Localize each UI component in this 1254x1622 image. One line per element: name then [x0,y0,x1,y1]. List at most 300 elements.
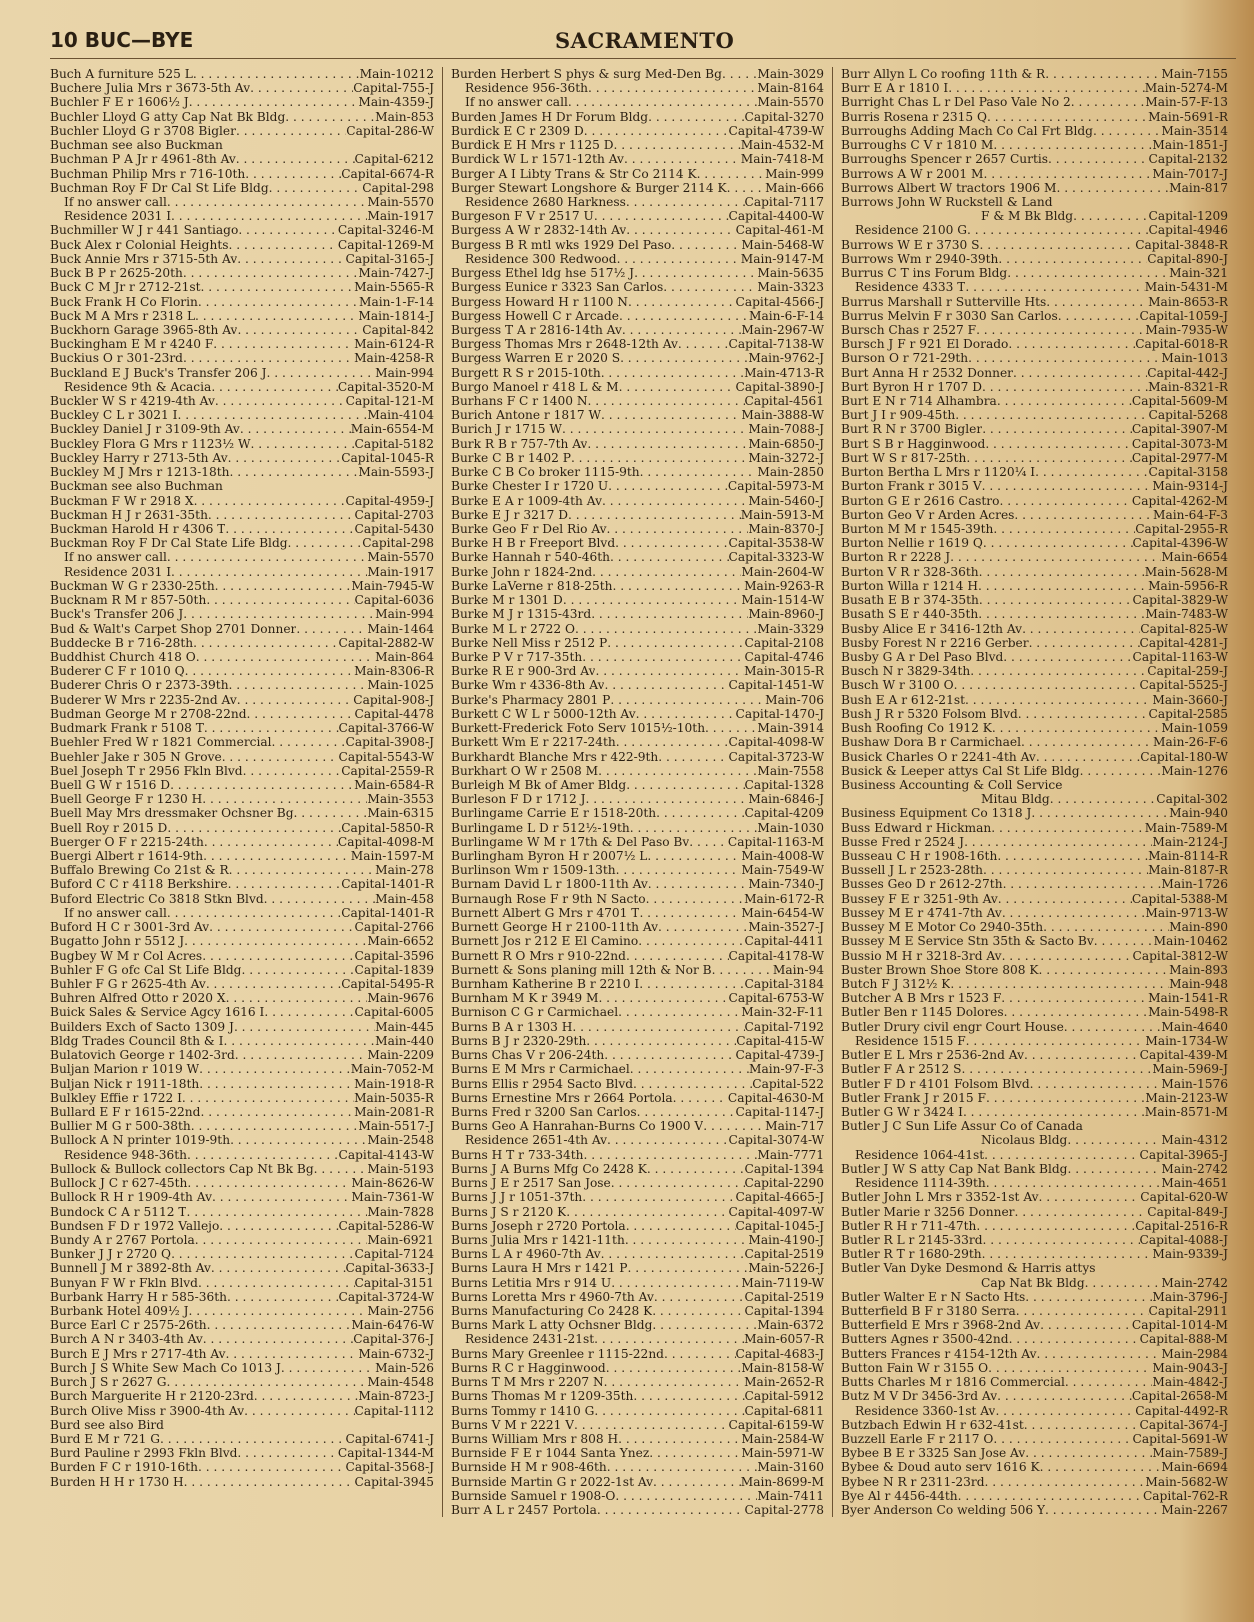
directory-listing [451,1389,824,1403]
phone-number: Capital-755-J [353,81,434,96]
directory-listing [50,394,434,408]
leader-dots [199,1062,351,1076]
directory-listing [451,1503,824,1517]
listing-name: Burch Marguerite H r 2120-23rd [50,1389,254,1404]
leader-dots [204,721,339,735]
directory-listing [50,138,434,152]
directory-listing [451,1048,824,1062]
listing-name: Buford H C r 3001-3rd Av [50,920,210,935]
leader-dots [1007,266,1169,280]
listing-name: Bulatovich George r 1402-3rd [50,1048,235,1063]
leader-dots [976,1219,1135,1233]
listing-name: Buckley Flora G Mrs r 1123½ W [50,436,251,451]
phone-number: Capital-7138-W [728,337,824,352]
listing-name: Burgess Ethel ldg hse 517½ J [451,266,635,281]
listing-name: Burns J E r 2517 San Jose [451,1176,611,1191]
phone-number: Capital-1401-R [341,905,434,920]
listing-name: Burch J S White Sew Mach Co 1013 J [50,1360,281,1375]
directory-listing [841,394,1228,408]
listing-name: Burce Earl C r 2575-26th [50,1318,207,1333]
listing-name: Bursch J F r 921 El Dorado [841,337,1009,352]
phone-number: Main-526 [375,1360,434,1375]
phone-number: Capital-2911 [1148,1304,1228,1319]
directory-listing [50,167,434,181]
directory-listing [451,991,824,1005]
listing-name: Burdick W L r 1571-12th Av [451,152,624,167]
phone-number: Capital-3151 [354,1275,434,1290]
phone-number: Capital-3965-J [1139,1147,1228,1162]
phone-number: Capital-4088-J [1139,1232,1228,1247]
listing-name: Bunker J J r 2720 Q [50,1247,172,1262]
phone-number: Main-817 [1169,180,1228,195]
listing-name: Burns Manufacturing Co 2428 K [451,1304,653,1319]
leader-dots [604,1375,744,1389]
listing-name: Burbank Harry H r 585-36th [50,1289,227,1304]
page-number-range: 10 BUC—BYE [50,28,194,52]
listing-name: Burke E A r 1009-4th Av [451,493,602,508]
phone-number: Main-6584-R [354,777,434,792]
directory-listing [50,1475,434,1489]
leader-dots [211,1261,346,1275]
leader-dots [568,95,757,109]
directory-listing [50,152,434,166]
phone-number: Main-1059 [1161,721,1228,736]
leader-dots [237,693,354,707]
directory-listing [841,422,1228,436]
listing-name: Burt W S r 817-25th [841,450,967,465]
listing-name: Buderer C F r 1010 Q [50,664,185,679]
leader-dots [1039,1190,1141,1204]
phone-number: Main-5913-M [740,507,824,522]
listing-name: Bunnell J M r 3892-8th Av [50,1261,211,1276]
directory-listing [451,1418,824,1432]
directory-listing [451,81,824,95]
phone-number: Capital-6741-J [345,1432,434,1446]
phone-number: Main-6654 [1161,550,1228,565]
listing-name: Burke M J r 1315-43rd [451,607,592,622]
listing-name: Residence 2031 I [64,564,172,579]
phone-number: Capital-298 [362,180,434,195]
phone-number: Main-7088-J [748,422,824,437]
listing-name: Butler F A r 2512 S [841,1062,962,1077]
listing-name: Bullock A N printer 1019-9th [50,1133,231,1148]
directory-listing [50,1176,434,1190]
listing-name: Burke John r 1824-2nd [451,564,593,579]
directory-listing [451,906,824,920]
directory-listing [451,792,824,806]
listing-name: Burnett Jos r 212 E El Camino [451,934,639,949]
leader-dots [984,1148,1139,1162]
directory-listing [841,1304,1228,1318]
directory-listing [841,95,1228,109]
phone-number: Capital-4097-W [728,1204,824,1219]
leader-dots [215,394,346,408]
leader-dots [991,821,1145,835]
leader-dots [979,593,1133,607]
phone-number: Main-1464 [367,621,434,636]
phone-number: Main-666 [765,180,824,195]
directory-listing [451,750,824,764]
listing-name: Business Equipment Co 1318 J [841,806,1032,821]
listing-name: Buchman see also Buckman [50,138,223,153]
leader-dots [285,110,375,124]
column-1 [50,67,442,1517]
phone-number: Main-6057-R [744,1332,824,1347]
listing-name: Burch Olive Miss r 3900-4th Av [50,1403,245,1418]
leader-dots [626,949,729,963]
directory-listing [50,422,434,436]
leader-dots [586,792,749,806]
phone-number: Main-6315 [367,806,434,821]
phone-number: Main-5570 [367,550,434,565]
directory-listing [50,1432,434,1446]
phone-number: Main-5226-J [748,1261,824,1276]
directory-listing [451,934,824,948]
directory-listing [50,351,434,365]
directory-listing [841,806,1228,820]
listing-name: Burnett R O Mrs r 910-22nd [451,948,626,963]
listing-name: Butch F J 312½ K [841,977,951,991]
directory-listing [50,806,434,820]
directory-listing [841,607,1228,621]
leader-dots [587,437,748,451]
phone-number: Main-3029 [757,67,824,81]
directory-listing [451,1133,824,1147]
listing-name: Burns Ernestine Mrs r 2664 Portola [451,1090,673,1105]
phone-number: Main-5570 [757,95,824,110]
directory-listing [451,266,824,280]
listing-name: Burbank Hotel 409½ J [50,1304,189,1319]
phone-number: Main-57-F-13 [1145,95,1228,110]
leader-dots [230,1133,367,1147]
listing-name: Buljan Nick r 1911-18th [50,1076,200,1091]
directory-listing [451,508,824,522]
directory-listing [451,1190,824,1204]
phone-number: Main-5971-W [741,1446,824,1461]
directory-listing [451,451,824,465]
leader-dots [601,1247,745,1261]
leader-dots [189,95,359,109]
directory-listing [841,565,1228,579]
listing-name: Burright Chas L r Del Paso Vale No 2 [841,95,1071,110]
phone-number: Main-7935-W [1145,322,1228,337]
phone-number: Capital-888-M [1139,1332,1228,1347]
leader-dots [606,1361,742,1375]
directory-listing [841,280,1228,294]
phone-number: Capital-5430 [354,522,434,536]
leader-dots [241,963,354,977]
leader-dots [619,380,736,394]
leader-dots [1029,636,1140,650]
listing-name: Residence 948-36th [64,1147,187,1162]
leader-dots [986,1091,1145,1105]
phone-number: Main-7483-W [1145,607,1228,622]
leader-dots [970,664,1147,678]
listing-name: Burgess B R mtl wks 1929 Del Paso [451,237,672,252]
phone-number: Capital-6811 [744,1403,824,1418]
leader-dots [997,849,1148,863]
listing-name: Burke R E r 900-3rd Av [451,664,596,679]
leader-dots [1024,1418,1140,1432]
leader-dots [727,181,766,195]
leader-dots [712,963,773,977]
listing-name: Buffalo Brewing Co 21st & R [50,863,229,878]
phone-number: Capital-4683-J [735,1346,824,1361]
phone-number: Capital-1394 [744,1304,824,1319]
phone-number: Capital-4143-W [338,1147,434,1162]
leader-dots [646,892,744,906]
leader-dots [212,1190,351,1204]
directory-listing [451,877,824,891]
phone-number: Capital-4400-W [728,209,824,224]
listing-name: Burroughs C V r 1810 M [841,138,994,153]
directory-listing [451,1233,824,1247]
directory-listing [841,778,1228,792]
leader-dots [595,664,744,678]
directory-listing [841,238,1228,252]
phone-number: Capital-259-J [1147,664,1228,679]
listing-name: Buchman P A Jr r 4961-8th Av [50,152,236,167]
directory-listing [841,934,1228,948]
phone-number: Main-2267 [1161,1503,1228,1518]
directory-listing [841,1148,1228,1162]
phone-number: Main-5593-J [358,465,434,480]
phone-number: Main-7418-M [740,152,824,167]
directory-listing [50,223,434,237]
phone-number: Main-4190-J [748,1232,824,1247]
directory-listing [451,550,824,564]
phone-number: Main-7945-W [351,578,434,593]
listing-name: Bunyan F W r Fkln Blvd [50,1275,198,1290]
listing-name: Burd see also Bird [50,1417,164,1432]
listing-name: Bullock & Bullock collectors Cap Nt Bk Bg [50,1161,314,1176]
leader-dots [967,223,1149,237]
listing-name: Residence 1515 F [855,1033,966,1048]
directory-listing [451,1475,824,1489]
directory-listing [50,252,434,266]
directory-listing [841,863,1228,877]
listing-name: Burch J S r 2627 G [50,1375,167,1390]
directory-listing [841,664,1228,678]
leader-dots [626,223,735,237]
leader-dots [997,1389,1132,1403]
listing-name: Buderer Chris O r 2373-39th [50,678,229,693]
leader-dots [1040,1318,1132,1332]
listing-name: Burt J I r 909-45th [841,408,956,423]
directory-listing [50,337,434,351]
phone-number: Main-278 [375,863,434,878]
listing-name: Burrus Melvin F r 3030 San Carlos [841,308,1058,323]
phone-number: Capital-4665-J [735,1190,824,1205]
listing-name: Buckius O r 301-23rd [50,351,183,366]
listing-name: Burt Byron H r 1707 D [841,379,982,394]
directory-listing [50,479,434,493]
phone-number: Main-97-F-3 [748,1062,824,1077]
phone-number: Capital-6674-R [341,166,434,181]
leader-dots [167,195,367,209]
listing-name: Burns B J r 2320-29th [451,1033,587,1048]
listing-name: Burgeson F V r 2517 U [451,209,594,224]
listing-name: Bugatto John r 5512 J [50,934,185,949]
listing-name: Buckman H J r 2631-35th [50,507,208,522]
leader-dots [1064,1020,1162,1034]
listing-name: Bussey M E Motor Co 2940-35th [841,920,1044,935]
listing-name: Busby Alice E r 3416-12th Av [841,621,1023,636]
directory-listing [50,124,434,138]
phone-number: Main-4359-J [358,95,434,110]
leader-dots [222,750,339,764]
directory-listing [841,181,1228,195]
leader-dots [634,266,757,280]
phone-number: Capital-3848-R [1135,237,1228,252]
phone-number: Capital-4566-J [735,294,824,309]
directory-listing [50,1091,434,1105]
directory-listing [50,1389,434,1403]
phone-number: Capital-3633-J [345,1261,434,1276]
leader-dots [673,1091,728,1105]
phone-number: Main-5431-M [1144,280,1228,295]
phone-number: Main-7589-J [1152,1446,1228,1461]
leader-dots [607,1133,729,1147]
listing-name: Residence 1064-41st [855,1147,985,1162]
directory-listing [841,550,1228,564]
phone-number: Main-3796-J [1152,1289,1228,1304]
directory-listing [841,1361,1228,1375]
phone-number: Main-6846-J [748,792,824,807]
phone-number: Capital-3908-J [345,735,434,750]
listing-name: Burton Geo V r Arden Acres [841,507,1015,522]
phone-number: Main-3888-W [741,408,824,423]
leader-dots [568,508,741,522]
phone-number: Capital-6005 [354,1005,434,1020]
directory-listing [841,266,1228,280]
listing-name: Burich J r 1715 W [451,422,562,437]
leader-dots [228,238,337,252]
phone-number: Main-5517-J [358,1119,434,1134]
leader-dots [978,607,1145,621]
directory-listing [841,337,1228,351]
listing-name: Burden H H r 1730 H [50,1474,184,1489]
listing-name: Burns Letitia Mrs r 914 U [451,1275,612,1290]
leader-dots [202,949,354,963]
listing-name: Bush J R r 5320 Folsom Blvd [841,706,1018,721]
leader-dots [626,1219,736,1233]
listing-name: Burnside Samuel r 1908-O [451,1488,616,1503]
listing-name: Burns Mary Greenlee r 1115-22nd [451,1346,664,1361]
leader-dots [658,920,748,934]
directory-listing [50,693,434,707]
directory-listing [841,1162,1228,1176]
phone-number: Main-8158-W [741,1360,824,1375]
directory-listing [451,408,824,422]
leader-dots [288,536,363,550]
leader-dots [177,408,367,422]
listing-name: Burns Joseph r 2720 Portola [451,1218,626,1233]
leader-dots [184,934,367,948]
directory-listing [451,920,824,934]
phone-number: Main-1851-J [1152,138,1228,153]
phone-number: Main-994 [375,365,434,380]
directory-listing [841,1048,1228,1062]
directory-listing [50,1361,434,1375]
phone-number: Main-32-F-11 [741,1005,824,1020]
leader-dots [1003,877,1162,891]
directory-listing [50,906,434,920]
listing-name: Butler Ben r 1145 Dolores [841,1005,1004,1020]
directory-listing [451,1205,824,1219]
directory-listing [841,81,1228,95]
phone-number: Capital-5182 [354,436,434,451]
phone-number: Capital-4281-J [1139,635,1228,650]
phone-number: Capital-2519 [744,1289,824,1304]
phone-number: Main-6850-J [748,436,824,451]
directory-listing [841,849,1228,863]
listing-name: Bursch Chas r 2527 F [841,322,977,337]
listing-name: Burgess Howell C r Arcade [451,308,619,323]
listing-name: Burke M L r 2722 O [451,621,576,636]
listing-name: Burrus Marshall r Sutterville Hts [841,294,1047,309]
leader-dots [230,465,359,479]
leader-dots [1021,735,1153,749]
directory-listing [451,1105,824,1119]
listing-name: Residence 2431-21st [465,1332,595,1347]
directory-listing [841,1091,1228,1105]
listing-name: Butler J W S atty Cap Nat Bank Bldg [841,1161,1068,1176]
listing-name: Buckman F W r 2918 X [50,493,194,508]
leader-dots [604,678,728,692]
directory-listing [451,1432,824,1446]
leader-dots [620,351,748,365]
listing-name: Bushaw Dora B r Carmichael [841,735,1022,750]
listing-name: Butler Walter E r N Sacto Hts [841,1289,1026,1304]
leader-dots [705,721,757,735]
leader-dots [171,1247,354,1261]
phone-number: Capital-3184 [744,977,824,991]
phone-number: Main-8187-R [1148,863,1228,878]
leader-dots [562,422,748,436]
leader-dots [1046,295,1148,309]
leader-dots [195,1233,368,1247]
leader-dots [626,778,744,792]
phone-number: Main-7828 [367,1204,434,1219]
leader-dots [639,906,741,920]
directory-columns [50,67,1236,1517]
phone-number: Main-1917 [367,564,434,579]
listing-name: Bud & Walt's Carpet Shop 2701 Donner [50,621,297,636]
listing-name: Bybee B E r 3325 San Jose Av [841,1446,1026,1461]
directory-listing [841,252,1228,266]
leader-dots [1045,1503,1161,1517]
directory-listing [451,1005,824,1019]
directory-listing [841,152,1228,166]
phone-number: Main-458 [375,891,434,906]
listing-name: Busby Forest N r 2216 Gerber [841,635,1029,650]
listing-name: Butler Frank J r 2015 F [841,1090,986,1105]
listing-name: Burke Hannah r 540-46th [451,550,611,565]
listing-name: Bush E A r 612-21st [841,692,965,707]
directory-listing [841,1418,1228,1432]
leader-dots [617,252,741,266]
leader-dots [1018,707,1149,721]
listing-name: Burdick E H Mrs r 1125 D [451,138,614,153]
phone-number: Main-4713-R [744,365,824,380]
directory-listing [50,735,434,749]
directory-listing [451,437,824,451]
directory-listing [50,877,434,891]
directory-listing [841,67,1228,81]
listing-name: Butzbach Edwin H r 632-41st [841,1417,1024,1432]
directory-listing [50,1247,434,1261]
